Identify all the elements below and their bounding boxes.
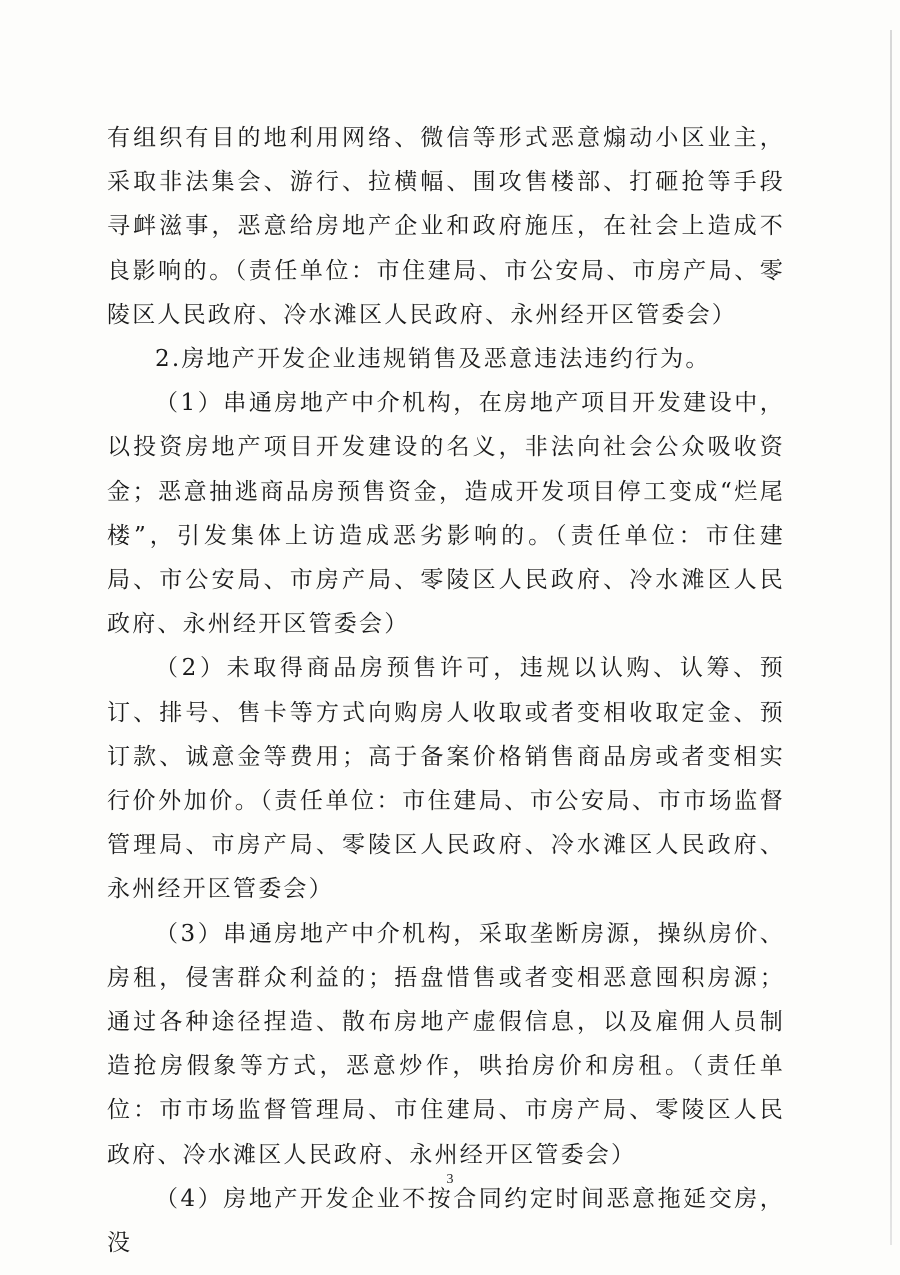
page-number: 3: [446, 1172, 454, 1187]
section-heading-2: 2.房地产开发企业违规销售及恶意违法违约行为。: [155, 346, 711, 373]
paragraph-continuation: 有组织有目的地利用网络、微信等形式恶意煽动小区业主，采取非法集会、游行、拉横幅、围攻售楼部、打砸抢等手段寻衅滋事，恶意给房地产企业和政府施压，在社会上造成不良影响的。（责任单位：市住建局、市公安局、市房产局、零陵区人民政府、冷水滩区人民政府、永州经开区管委会）: [107, 125, 785, 328]
paragraph-item-4: （4）房地产开发企业不按合同约定时间恶意拖延交房，没: [107, 1185, 785, 1257]
paragraph-item-3: （3）串通房地产中介机构，采取垄断房源，操纵房价、房租，侵害群众利益的；捂盘惜售或者变相恶意囤积房源；通过各种途径捏造、散布房地产虚假信息，以及雇佣人员制造抢房假象等方式，恶意炒作，哄抬房价和房租。（责任单位：市市场监督管理局、市住建局、市房产局、零陵区人民政府、冷水滩区人民政府、永州经开区管委会）: [107, 920, 785, 1168]
paragraph-item-2: （2）未取得商品房预售许可，违规以认购、认筹、预订、排号、售卡等方式向购房人收取或者变相收取定金、预订款、诚意金等费用；高于备案价格销售商品房或者变相实行价外加价。（责任单位：市住建局、市公安局、市市场监督管理局、市房产局、零陵区人民政府、冷水滩区人民政府、永州经开区管委会）: [107, 655, 785, 903]
body-text: [107, 116, 785, 1265]
paragraph-item-1: （1）串通房地产中介机构，在房地产项目开发建设中，以投资房地产项目开发建设的名义，非法向社会公众吸收资金；恶意抽逃商品房预售资金，造成开发项目停工变成“烂尾楼”，引发集体上访造成恶劣影响的。（责任单位：市住建局、市公安局、市房产局、零陵区人民政府、冷水滩区人民政府、永州经开区管委会）: [107, 390, 785, 638]
page-edge-shadow: [890, 30, 892, 1245]
